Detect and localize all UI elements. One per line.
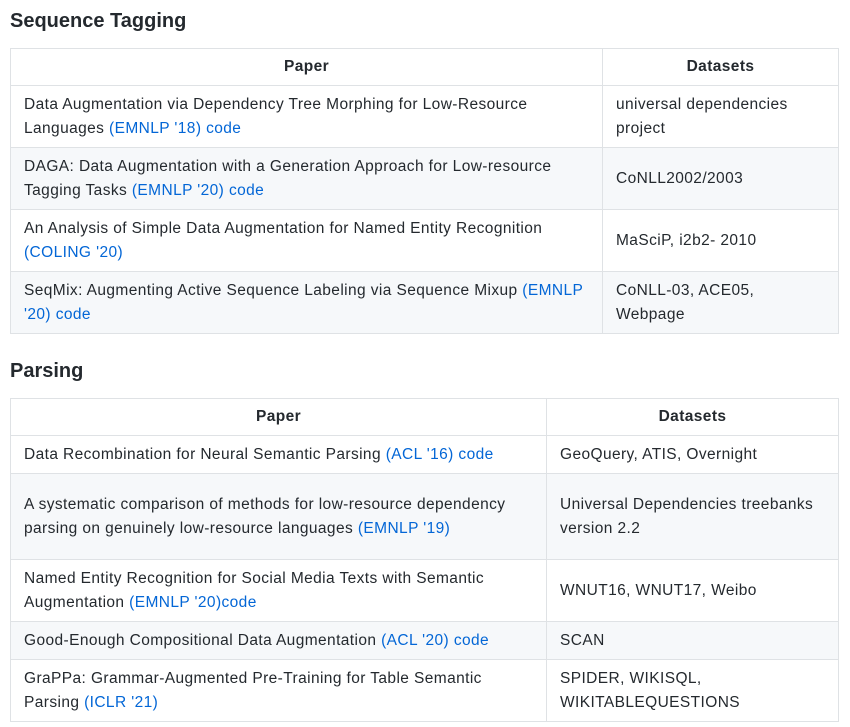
datasets-cell: SPIDER, WIKISQL, WIKITABLEQUESTIONS [547, 660, 839, 722]
paper-cell [11, 660, 547, 722]
column-header-datasets: Datasets [547, 399, 839, 436]
venue-link[interactable]: (EMNLP '20) [131, 181, 225, 199]
datasets-cell: universal dependencies project [603, 86, 839, 148]
datasets-cell: GeoQuery, ATIS, Overnight [547, 436, 839, 474]
paper-cell [11, 210, 603, 272]
column-header-datasets: Datasets [603, 49, 839, 86]
code-link[interactable]: code [453, 631, 490, 649]
paper-title: SeqMix: Augmenting Active Sequence Labeling via Sequence Mixup [24, 281, 523, 299]
paper-title: DAGA: Data Augmentation with a Generation Approach for Low-resource Tagging Tasks [24, 157, 552, 199]
paper-title: Data Recombination for Neural Semantic Parsing [24, 445, 386, 463]
paper-cell [11, 474, 547, 560]
table-row [11, 560, 839, 622]
paper-title: An Analysis of Simple Data Augmentation for Named Entity Recognition [24, 219, 543, 237]
code-link[interactable]: code [228, 181, 265, 199]
table-row [11, 148, 839, 210]
venue-link[interactable]: (EMNLP '20) [24, 281, 583, 323]
table-row [11, 272, 839, 334]
venue-link[interactable]: (COLING '20) [24, 243, 124, 261]
datasets-cell: Universal Dependencies treebanks version 2.2 [547, 474, 839, 560]
code-link[interactable]: code [458, 445, 494, 463]
datasets-cell: WNUT16, WNUT17, Weibo [547, 560, 839, 622]
table-row [11, 622, 839, 660]
venue-link[interactable]: (EMNLP '18) [109, 119, 202, 137]
paper-title: GraPPa: Grammar-Augmented Pre-Training for Table Semantic Parsing [24, 669, 482, 711]
paper-cell [11, 86, 603, 148]
paper-title: Data Augmentation via Dependency Tree Morphing for Low-Resource Languages [24, 95, 528, 137]
paper-title: Named Entity Recognition for Social Media Texts with Semantic Augmentation [24, 569, 485, 611]
paper-title: A systematic comparison of methods for low-resource dependency parsing on genuinely low-resource languages [24, 495, 506, 537]
venue-link[interactable]: (EMNLP '19) [357, 519, 451, 537]
sequence-tagging-table [10, 48, 839, 334]
table-row [11, 436, 839, 474]
table-row [11, 210, 839, 272]
datasets-cell: SCAN [547, 622, 839, 660]
paper-cell [11, 622, 547, 660]
datasets-cell: CoNLL2002/2003 [603, 148, 839, 210]
paper-cell [11, 272, 603, 334]
table-row [11, 474, 839, 560]
venue-link[interactable]: (ICLR '21) [84, 693, 159, 711]
venue-link[interactable]: (ACL '20) [381, 631, 450, 649]
venue-link[interactable]: (ACL '16) [385, 445, 454, 463]
datasets-cell: CoNLL-03, ACE05, Webpage [603, 272, 839, 334]
code-link[interactable]: code [206, 119, 242, 137]
column-header-paper: Paper [11, 399, 547, 436]
column-header-paper: Paper [11, 49, 603, 86]
table-row [11, 660, 839, 722]
section-title-parsing: Parsing [10, 360, 84, 382]
table-row [11, 86, 839, 148]
parsing-table [10, 398, 839, 722]
paper-title: Good-Enough Compositional Data Augmentation [24, 631, 382, 649]
paper-cell [11, 148, 603, 210]
paper-cell [11, 560, 547, 622]
code-link[interactable]: code [55, 305, 91, 323]
datasets-cell: MaSciP, i2b2- 2010 [603, 210, 839, 272]
paper-cell [11, 436, 547, 474]
section-title-sequence-tagging: Sequence Tagging [10, 10, 187, 32]
venue-link[interactable]: (EMNLP '20)code [129, 593, 257, 611]
